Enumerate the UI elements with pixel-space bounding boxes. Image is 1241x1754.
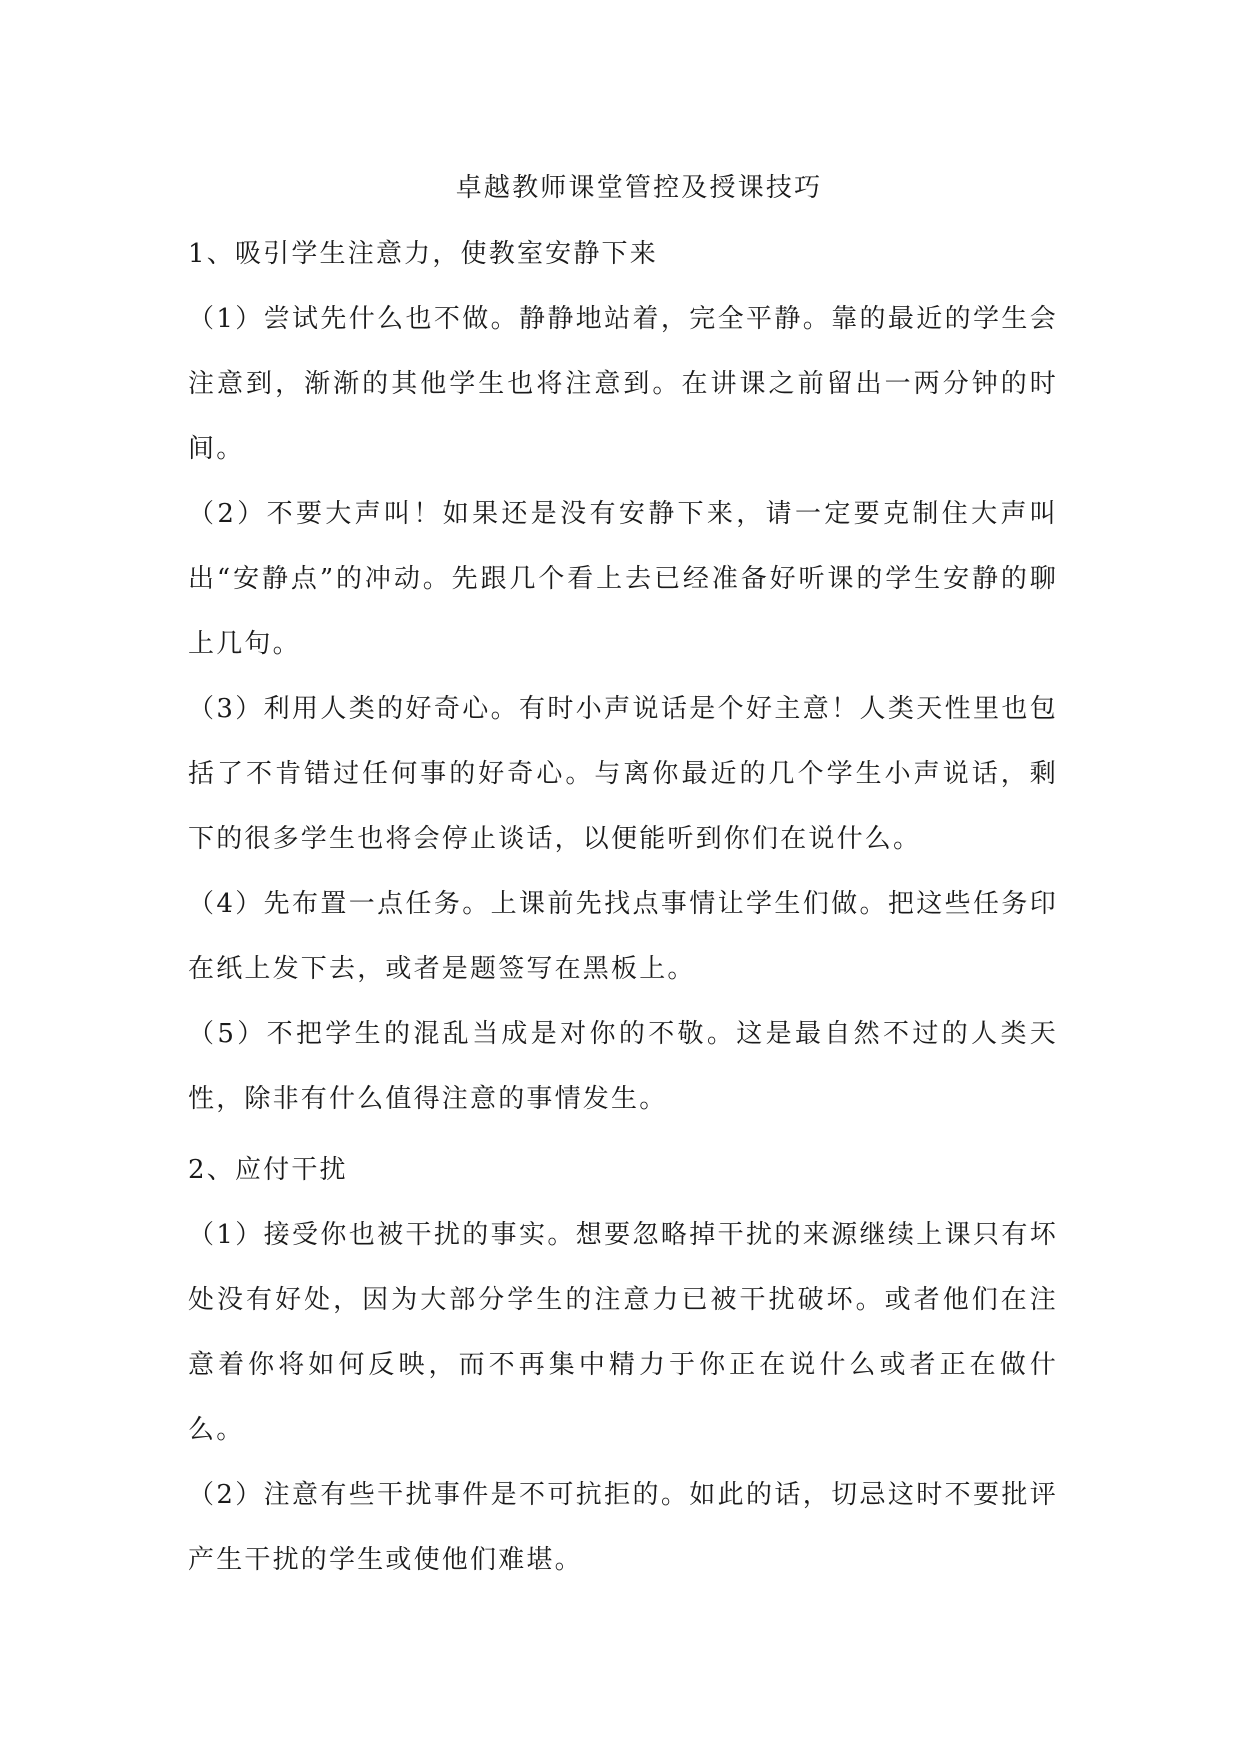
paragraph: （1）尝试先什么也不做。静静地站着，完全平静。靠的最近的学生会注意到，渐渐的其他学生也将注意到。在讲课之前留出一两分钟的时间。 (188, 304, 1058, 464)
paragraph: （1）接受你也被干扰的事实。想要忽略掉干扰的来源继续上课只有坏处没有好处，因为大部分学生的注意力已被干扰破坏。或者他们在注意着你将如何反映，而不再集中精力于你正在说什么或者正在做什么。 (188, 1220, 1058, 1445)
paragraph: （4）先布置一点任务。上课前先找点事情让学生们做。把这些任务印在纸上发下去，或者是题签写在黑板上。 (188, 889, 1058, 984)
paragraph: （2）不要大声叫！如果还是没有安静下来，请一定要克制住大声叫出“安静点”的冲动。先跟几个看上去已经准备好听课的学生安静的聊上几句。 (188, 499, 1058, 659)
paragraph: （2）注意有些干扰事件是不可抗拒的。如此的话，切忌这时不要批评产生干扰的学生或使他们难堪。 (188, 1480, 1058, 1575)
section-heading: 2、应付干扰 (188, 1155, 348, 1185)
section-heading: 1、吸引学生注意力，使教室安静下来 (188, 239, 658, 269)
section-attention (188, 222, 1058, 1132)
document-body (188, 160, 1058, 1593)
section-interference (188, 1138, 1058, 1593)
paragraph: （3）利用人类的好奇心。有时小声说话是个好主意！人类天性里也包括了不肯错过任何事的好奇心。与离你最近的几个学生小声说话，剩下的很多学生也将会停止谈话，以便能听到你们在说什么。 (188, 694, 1058, 854)
document-title: 卓越教师课堂管控及授课技巧 (455, 173, 823, 203)
paragraph: （5）不把学生的混乱当成是对你的不敬。这是最自然不过的人类天性，除非有什么值得注意的事情发生。 (188, 1019, 1058, 1114)
